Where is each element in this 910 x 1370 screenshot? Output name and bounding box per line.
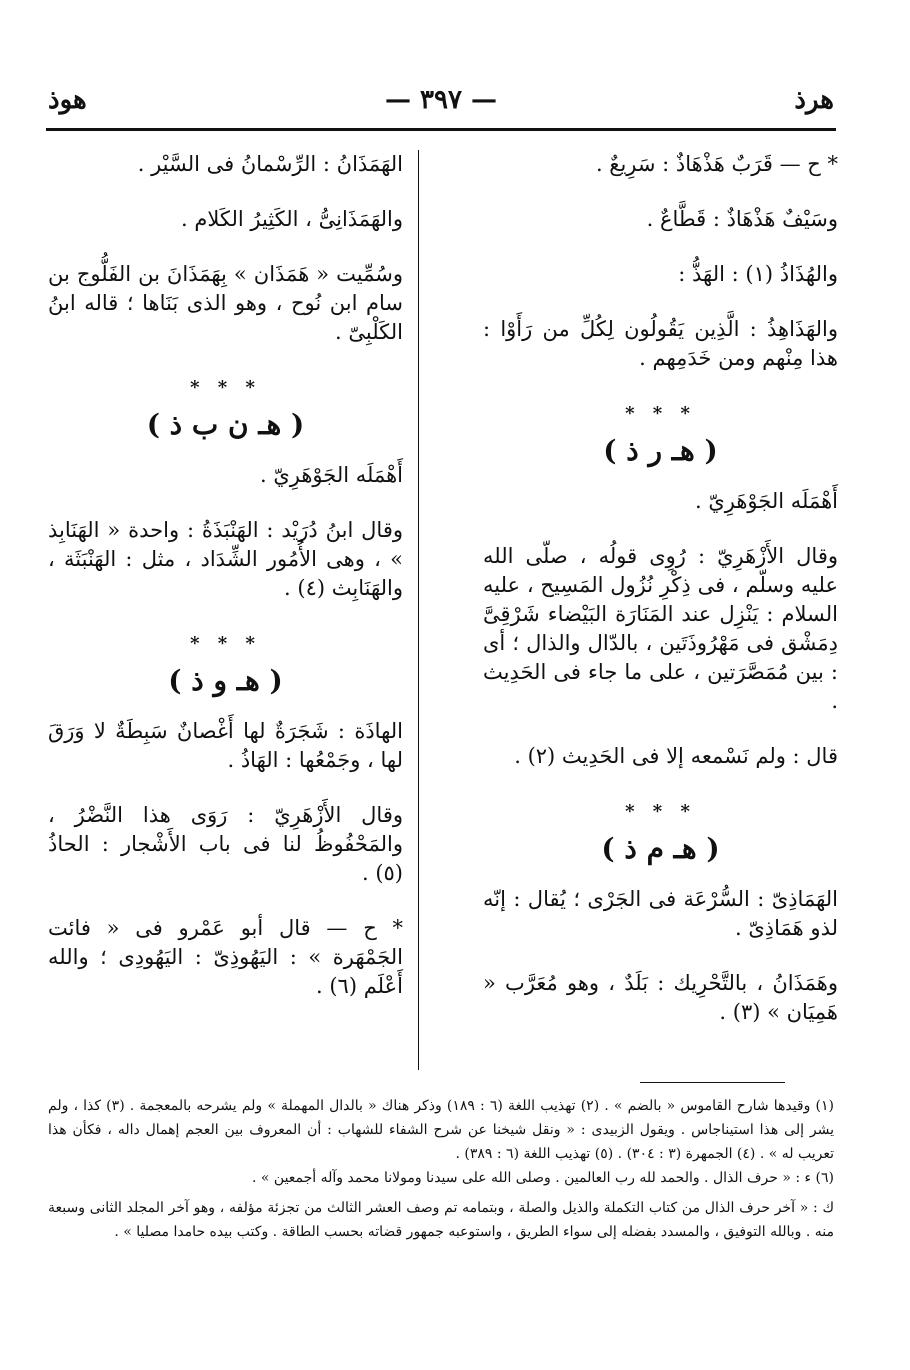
right-column (483, 150, 838, 1053)
entry-paragraph: * ح — قَرَبٌ هَذْهَاذٌ : سَرِيعٌ . (595, 152, 838, 176)
page-header (48, 80, 834, 120)
column-divider (418, 150, 419, 1070)
entry-paragraph: الهَمَذَانُ : الرِّسْمانُ فى السَّيْر . (137, 152, 403, 176)
section-separator: * * * (625, 403, 696, 424)
entry-paragraph: الهاذَة : شَجَرَةٌ لها أَغْصانٌ سَبِطَةٌ لا وَرَقَ لها ، وجَمْعُها : الهَاذُ . (48, 719, 403, 772)
section-separator: * * * (625, 801, 696, 822)
footnote-line: (٦) ء : « حرف الذال . والحمد لله رب العالمين . وصلى الله على سيدنا ومولانا محمد وآله أجمعين » . (252, 1170, 834, 1186)
footnote-line: (١) وقيدها شارح القاموس « بالضم » . (٢) تهذيب اللغة (٦ : ١٨٩) وذكر هناك « بالدال المهملة » ولم يشرحه بالمعجمة . (٣) كذا ، ولم يشر إلى هذا استيناجاس . ويقول الزبيدى : « ونقل شيخنا عن شرح الشفاء للشهاب : أن المعروف بين العجم إهمال داله ، فكأن هذا تعريب له » . (٤) الجمهرة (٣ : ٣٠٤) . (٥) تهذيب اللغة (٦ : ٣٨٩) . (48, 1098, 834, 1162)
entry-paragraph: وسَيْفٌ هَذْهَاذٌ : قَطَّاعٌ . (646, 207, 838, 231)
entry-paragraph: والهُذَاذُ (١) : الهَذُّ : (678, 262, 838, 286)
entry-paragraph: وقال الأَزْهَرِيّ : رُوِى قولُه ، صلّى الله عليه وسلّم ، فى ذِكْرِ نُزُول المَسِيح ، عليه السلام : يَنْزِل عند المَنَارَة البَيْضاء شَرْقِىَّ دِمَشْق فى مَهْرُوذَتَين ، بالدّال والذال ؛ أى : بين مُمَصَّرَتين ، على ما جاء فى الحَدِيث . (483, 544, 838, 713)
section-separator: * * * (190, 633, 261, 654)
entry-paragraph: * ح — قال أبو عَمْرو فى « فائت الجَمْهَرة » : اليَهُوذِىّ : اليَهُودِى ؛ والله أَعْلَم (٦) . (48, 916, 403, 998)
left-column (48, 150, 403, 1027)
entry-paragraph: وسُمِّيت « هَمَذَان » بِهَمَذَانَ بن الفَلُّوج بن سام ابن نُوح ، وهو الذى بَنَاها ؛ قاله ابنُ الكَلْبِىّ . (48, 262, 403, 344)
root-heading: ( هـ و ذ ) (168, 664, 283, 697)
section-separator: * * * (190, 377, 261, 398)
entry-paragraph: والهَذَاهِذُ : الَّذِين يَقُولُون لِكُلِّ من رَأَوْا : هذا مِنْهم ومن خَدَمِهم . (483, 317, 838, 370)
entry-paragraph: والهَمَذَانِىُّ ، الكَثِيرُ الكَلام . (180, 207, 403, 231)
entry-paragraph: أَهْمَلَه الجَوْهَرِيّ . (694, 489, 838, 513)
root-heading: ( هـ م ذ ) (601, 832, 720, 865)
entry-paragraph: وقال الأَزْهَرِيّ : رَوَى هذا النَّضْرُ ، والمَحْفُوظُ لنا فى باب الأَشْجار : الحاذُ (٥) . (48, 803, 403, 885)
running-head-left: هوذ (48, 85, 87, 115)
running-head-right: هرذ (794, 85, 834, 115)
entry-paragraph: أَهْمَلَه الجَوْهَرِيّ . (259, 463, 403, 487)
entry-paragraph: وهَمَذَانُ ، بالتَّحْرِيك : بَلَدٌ ، وهو مُعَرَّب « هَمِيَان » (٣) . (483, 971, 838, 1024)
colophon: ك : « آخر حرف الذال من كتاب التكملة والذيل والصلة ، وبتمامه تم وصف العشر الثالث من تجزئة مؤلفه ، وهو آخر المجلد الثانى وسبعة منه . وبالله التوفيق ، والمسدد بفضله إلى سواء الطريق ، واستوعبه جمهور قضاته بحسب الطاقة . وكتب بيده حامدا مصليا » . (48, 1200, 834, 1240)
header-rule (46, 128, 836, 131)
footnote-rule (640, 1082, 785, 1083)
entry-paragraph: الهَمَاذِىّ : السُّرْعَة فى الجَرْى ؛ يُقال : إنّه لذو هَمَاذِىّ . (483, 887, 838, 940)
root-heading: ( هـ ر ذ ) (603, 434, 718, 467)
page-number: — ٣٩٧ — (384, 85, 498, 115)
entry-paragraph: قال : ولم نَسْمعه إلا فى الحَدِيث (٢) . (514, 744, 838, 768)
footnotes (48, 1094, 834, 1244)
root-heading: ( هـ ن ب ذ ) (146, 408, 305, 441)
entry-paragraph: وقال ابنُ دُرَيْد : الهَنْبَذَةُ : واحدة « الهَنَابِذ » ، وهى الأُمُور الشِّدَاد ، مثل : الهَنْبَثَة ، والهَنَابِث (٤) . (48, 518, 403, 600)
